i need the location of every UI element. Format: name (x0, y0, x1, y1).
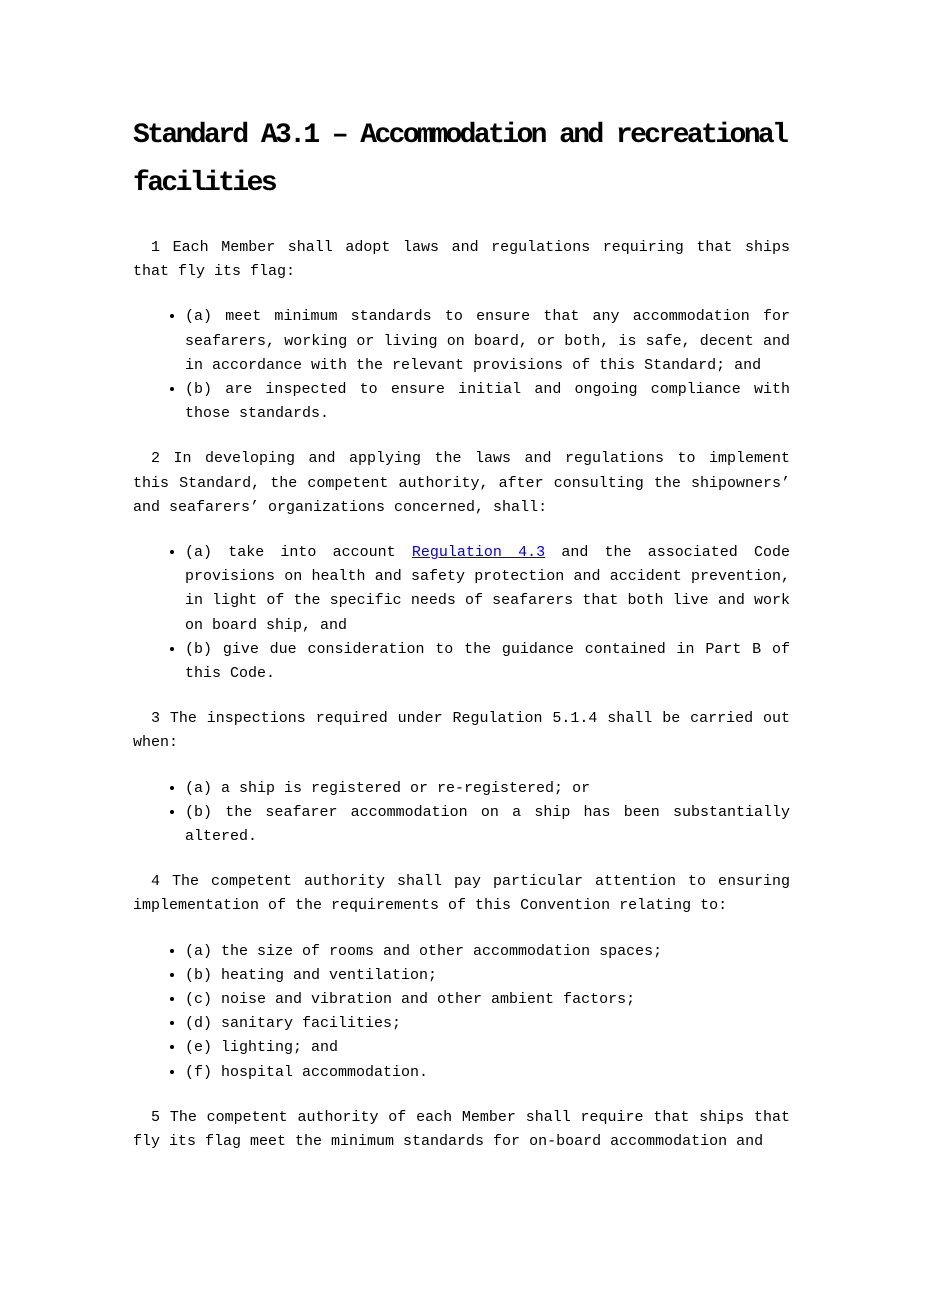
list-4-item-c: • (c) noise and vibration and other ambient factors; (185, 988, 790, 1012)
paragraph-1: 1 Each Member shall adopt laws and regulations requiring that ships that fly its flag: (133, 239, 790, 281)
list-2-item-a-suffix: and the associated Code provisions on health and safety protection and accident prevention, in light of the specific needs of seafarers that both live and work on board ship, and (185, 544, 790, 634)
list-1-item-a: • (a) meet minimum standards to ensure that any accommodation for seafarers, working or living on board, or both, is safe, decent and in accordance with the relevant provisions of this Standard; and (185, 305, 790, 378)
list-4 (133, 940, 790, 1085)
page-title (133, 112, 790, 208)
list-2-item-a-prefix: (a) take into account (185, 544, 412, 562)
list-4-item-d: • (d) sanitary facilities; (185, 1012, 790, 1036)
list-4-item-b: • (b) heating and ventilation; (185, 964, 790, 988)
list-1 (133, 305, 790, 426)
list-4-item-e: • (e) lighting; and (185, 1036, 790, 1060)
regulation-4-3-link[interactable]: Regulation 4.3 (411, 544, 546, 562)
page-title-line-1: Standard A3.1 – Accommodation and recreational (133, 120, 787, 151)
list-4-item-a: • (a) the size of rooms and other accommodation spaces; (185, 940, 790, 964)
list-2-item-b: • (b) give due consideration to the guidance contained in Part B of this Code. (185, 638, 790, 686)
list-3-item-b: • (b) the seafarer accommodation on a ship has been substantially altered. (185, 801, 790, 849)
paragraph-5: 5 The competent authority of each Member shall require that ships that fly its flag meet the minimum standards for on-board accommodation and (133, 1108, 790, 1151)
list-3 (133, 777, 790, 850)
list-3-item-a: • (a) a ship is registered or re-registered; or (185, 777, 790, 801)
page-title-line-2: facilities (133, 168, 276, 199)
list-4-item-f: • (f) hospital accommodation. (185, 1061, 790, 1085)
paragraph-4: 4 The competent authority shall pay particular attention to ensuring implementation of the requirements of this Convention relating to: (133, 873, 790, 915)
list-1-item-b: • (b) are inspected to ensure initial and ongoing compliance with those standards. (185, 378, 790, 426)
paragraph-3: 3 The inspections required under Regulation 5.1.4 shall be carried out when: (133, 710, 790, 752)
list-2-item-a (185, 541, 790, 638)
paragraph-2: 2 In developing and applying the laws and regulations to implement this Standard, the competent authority, after consulting the shipowners’ and seafarers’ organizations concerned, shall: (133, 450, 790, 516)
list-2 (133, 541, 790, 686)
